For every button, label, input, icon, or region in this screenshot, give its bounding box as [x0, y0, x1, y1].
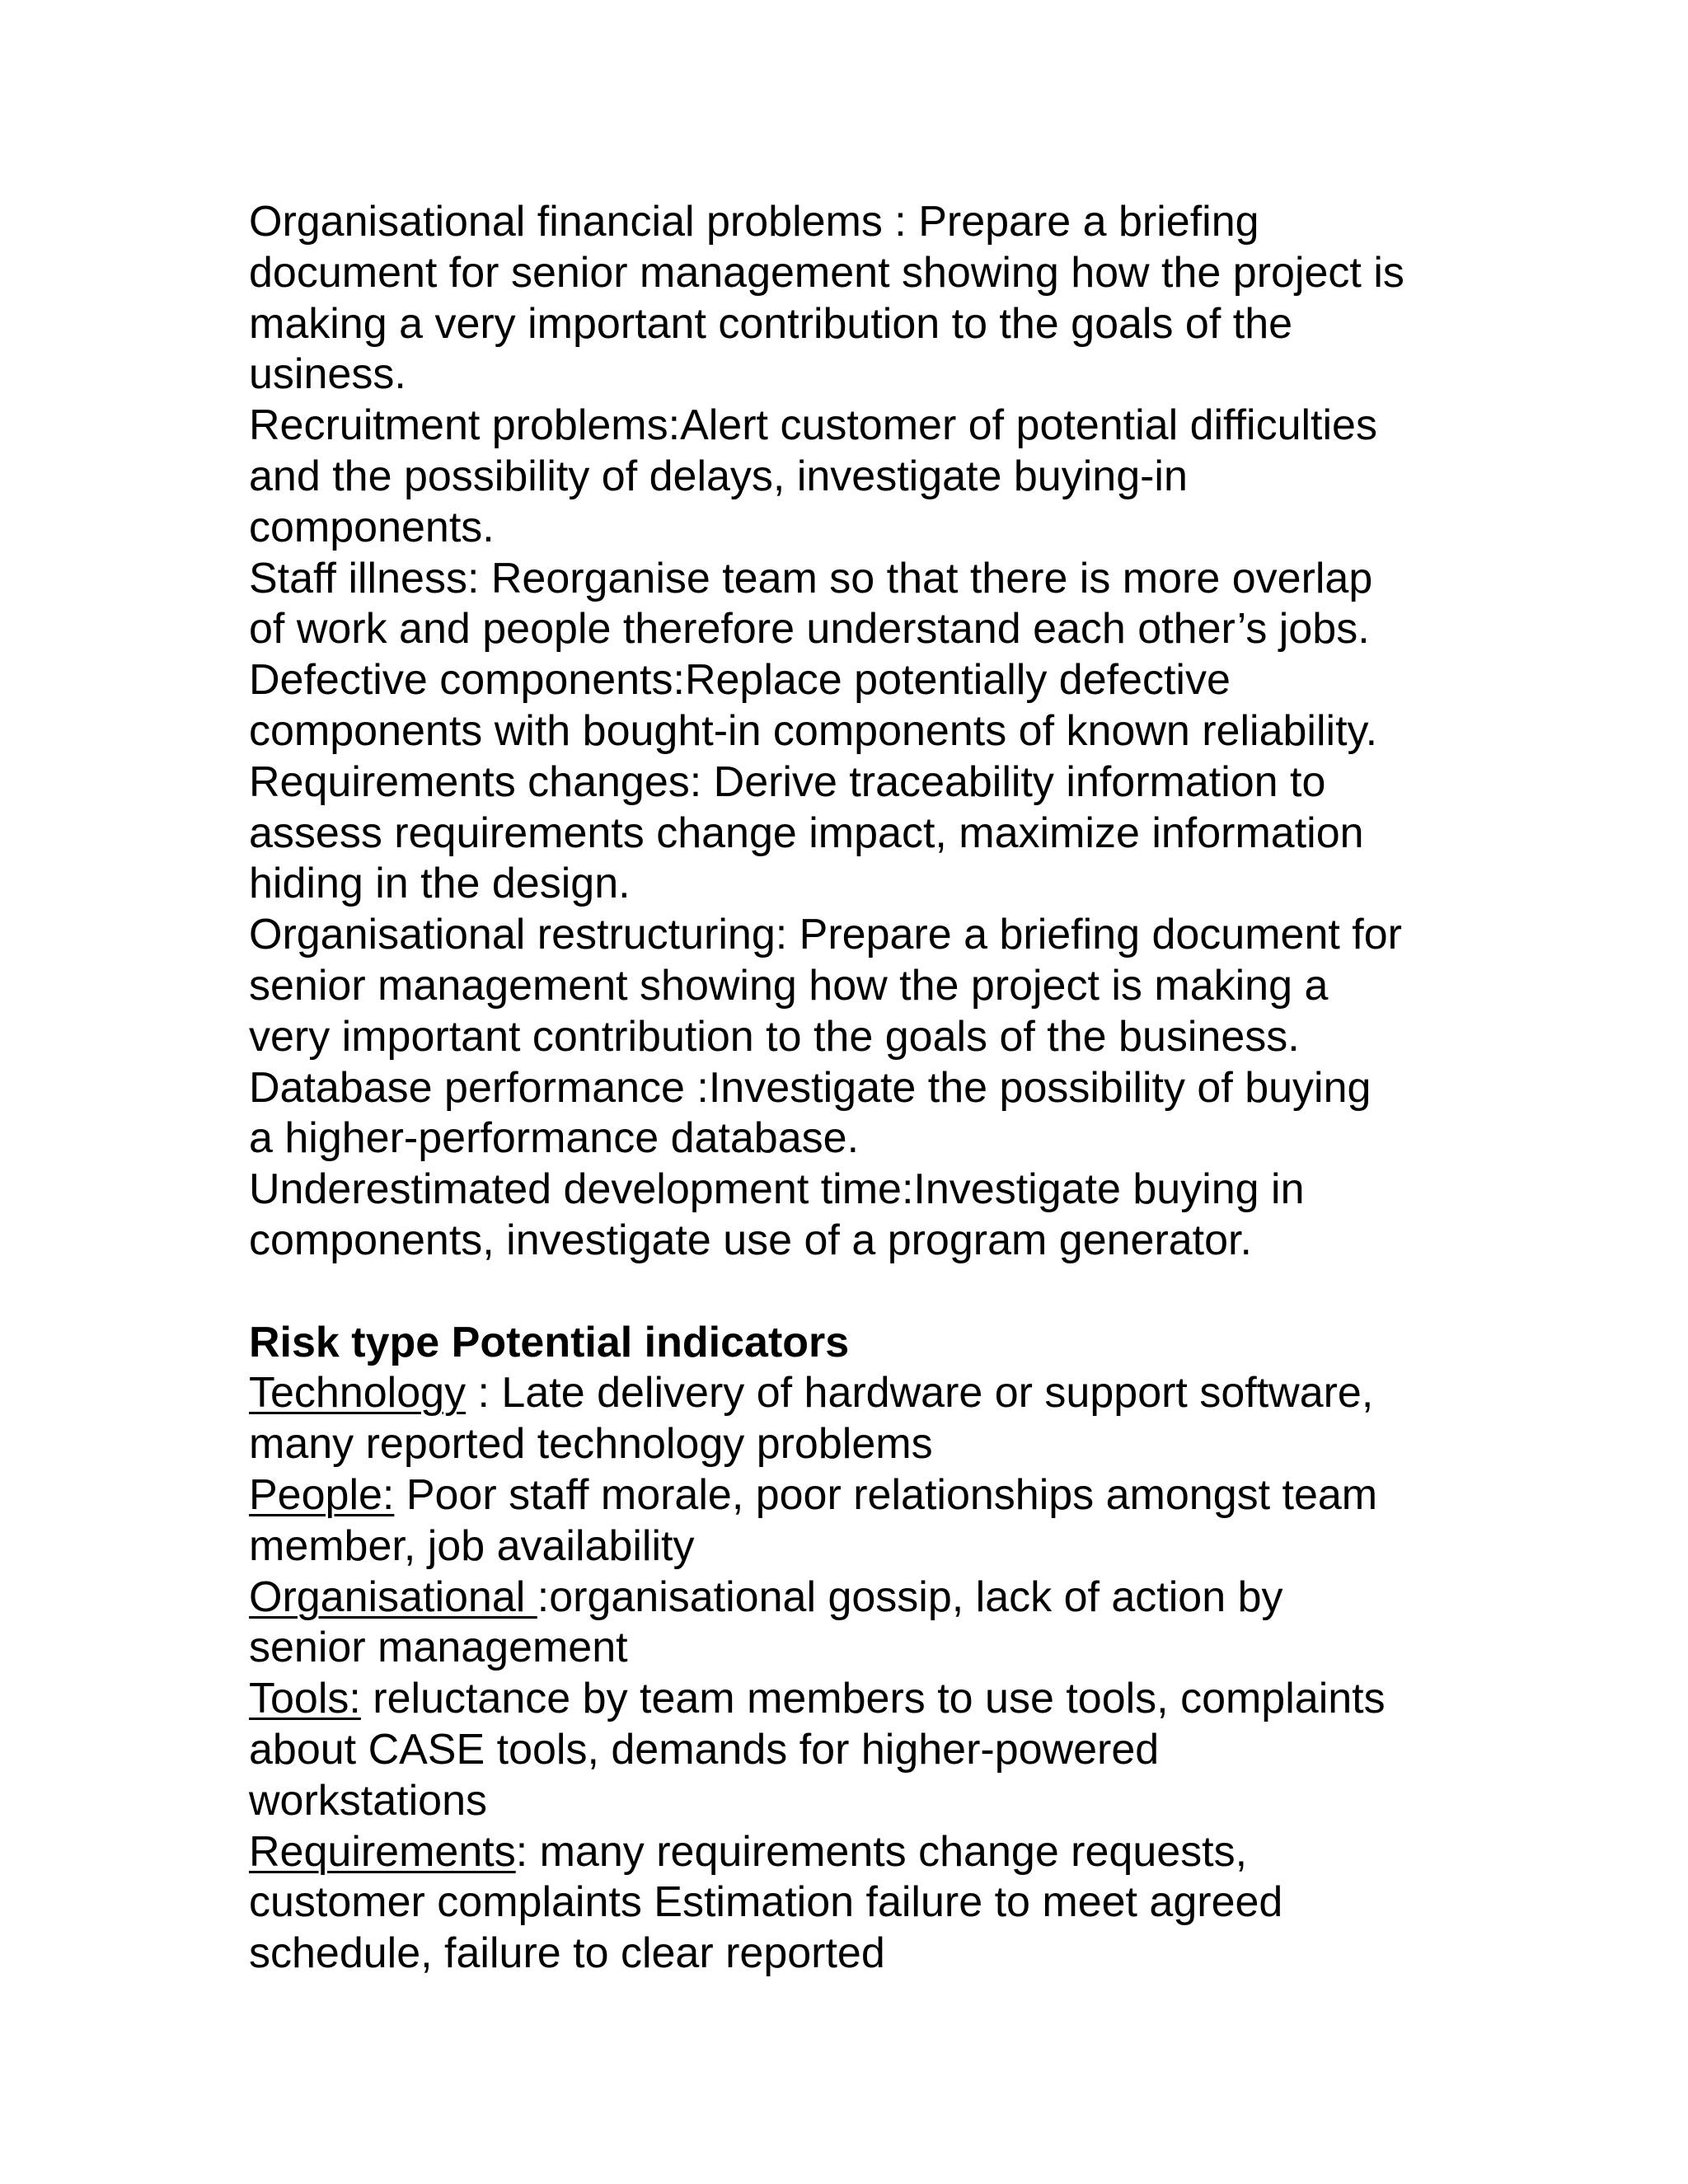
indicator-text: :organisational gossip, lack of action by — [537, 1572, 1283, 1621]
indicator-organisational — [249, 1572, 1452, 1624]
indicator-label: Tools: — [249, 1675, 361, 1723]
text-line: customer complaints Estimation failure to meet agreed — [249, 1878, 1283, 1927]
indicator-label: People: — [249, 1470, 395, 1519]
text-line: Underestimated development time:Investigate buying in — [249, 1165, 1305, 1214]
indicator-label: Requirements — [249, 1827, 516, 1876]
indicator-text: : Late delivery of hardware or support software, — [466, 1369, 1374, 1418]
indicator-technology — [249, 1368, 1452, 1419]
indicator-text: Poor staff morale, poor relationships amongst team — [394, 1470, 1378, 1519]
mitigation-paragraph — [249, 197, 1452, 1267]
text-line: assess requirements change impact, maximize information — [249, 808, 1364, 857]
text-line: about CASE tools, demands for higher-powered — [249, 1725, 1160, 1774]
text-line: of work and people therefore understand each other’s jobs. — [249, 605, 1370, 654]
text-line: many reported technology problems — [249, 1420, 933, 1469]
text-line: Defective components:Replace potentially defective — [249, 656, 1231, 705]
paragraph-spacer — [249, 1267, 1452, 1318]
text-line: components, investigate use of a program generator. — [249, 1216, 1252, 1264]
indicator-requirements — [249, 1827, 1452, 1878]
text-line: Organisational restructuring: Prepare a briefing document for — [249, 911, 1402, 959]
text-line: Recruitment problems:Alert customer of potential difficulties — [249, 401, 1377, 450]
text-line: member, job availability — [249, 1521, 695, 1570]
text-line: Staff illness: Reorganise team so that there is more overlap — [249, 554, 1373, 602]
text-line: components with bought-in components of known reliability. — [249, 706, 1378, 755]
text-line: Requirements changes: Derive traceability information to — [249, 757, 1326, 806]
text-line: Organisational financial problems : Prepare a briefing — [249, 198, 1259, 246]
text-line: very important contribution to the goals of the business. — [249, 1012, 1300, 1061]
text-line: a higher-performance database. — [249, 1114, 860, 1163]
text-line: Database performance :Investigate the possibility of buying — [249, 1063, 1372, 1112]
text-line: making a very important contribution to the goals of the — [249, 299, 1293, 348]
indicator-label: Technology — [249, 1369, 467, 1418]
page-content — [249, 197, 1452, 1980]
text-line: and the possibility of delays, investigate buying-in — [249, 452, 1188, 500]
text-line: document for senior management showing how the project is — [249, 248, 1404, 297]
text-line: senior management showing how the project is making a — [249, 961, 1329, 1010]
indicator-people — [249, 1470, 1452, 1521]
indicators-section — [249, 1318, 1452, 1980]
indicator-label: Organisational — [249, 1572, 537, 1621]
section-heading: Risk type Potential indicators — [249, 1318, 850, 1366]
text-line: usiness. — [249, 350, 406, 399]
indicator-text: : many requirements change requests, — [515, 1827, 1248, 1876]
text-line: workstations — [249, 1776, 487, 1825]
text-line: senior management — [249, 1624, 628, 1672]
indicator-tools — [249, 1674, 1452, 1725]
text-line: components. — [249, 503, 495, 551]
text-line: schedule, failure to clear reported — [249, 1929, 885, 1978]
indicator-text: reluctance by team members to use tools, complaints — [360, 1675, 1386, 1723]
text-line: hiding in the design. — [249, 860, 631, 908]
